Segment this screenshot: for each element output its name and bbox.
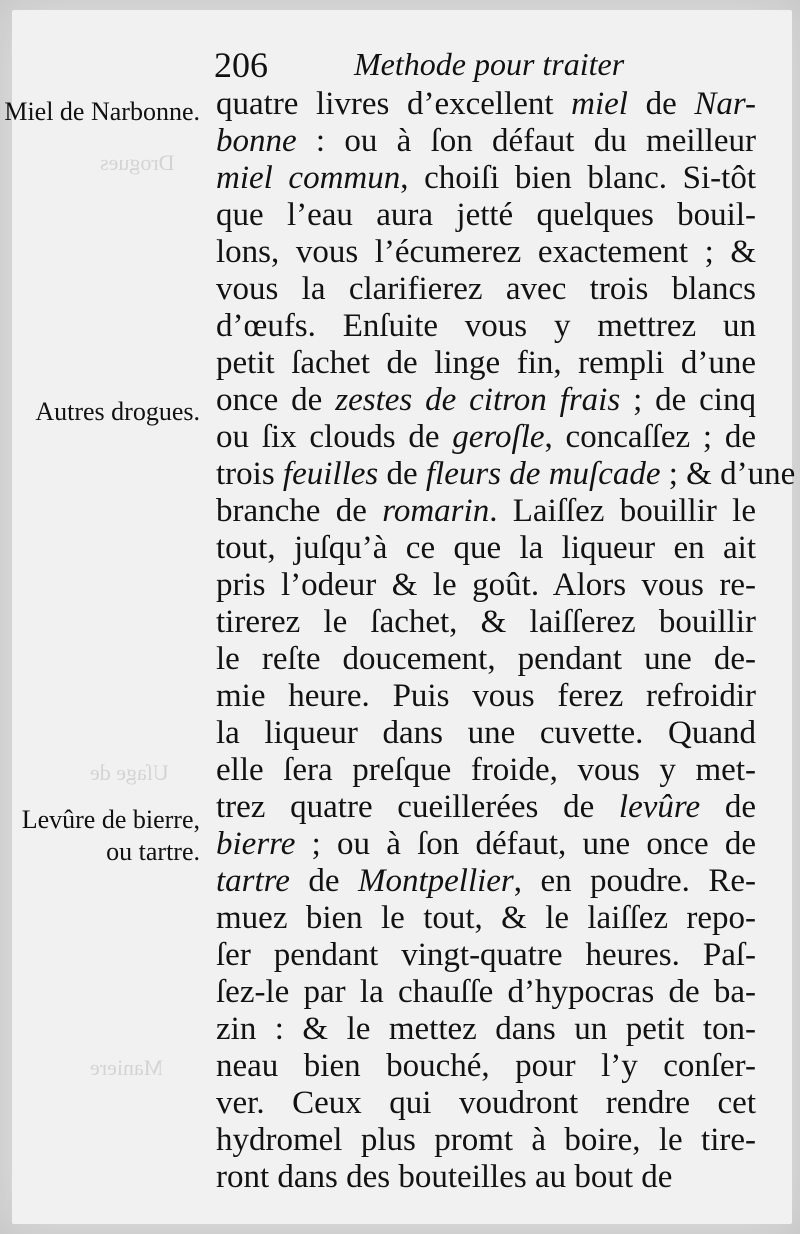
text-run: , en poudre. Re- <box>513 863 756 899</box>
text-run: pris l’odeur & le goût. Alors vous re- <box>216 567 756 603</box>
text-run: neau bien bouché, pour l’y conſer- <box>216 1048 756 1084</box>
text-line <box>216 974 756 1011</box>
text-line <box>216 826 756 863</box>
text-line <box>216 308 756 345</box>
text-run: : ou à ſon défaut du meilleur <box>296 123 756 159</box>
running-head: Methode pour traiter <box>354 46 625 82</box>
text-run: de <box>289 863 358 899</box>
text-line <box>216 530 756 567</box>
italic-run: miel commun <box>216 160 401 196</box>
italic-run: Nar- <box>694 86 756 122</box>
text-run: lons, vous l’écumerez exactement ; & <box>216 234 756 270</box>
text-line <box>216 567 756 604</box>
text-run: ; & d’une <box>660 456 796 492</box>
text-run: tout, juſqu’à ce que la liqueur en ait <box>216 530 756 566</box>
text-run: ſer pendant vingt-quatre heures. Paſ- <box>216 937 756 973</box>
text-line <box>216 752 756 789</box>
text-line <box>216 1085 756 1122</box>
text-line <box>216 456 796 493</box>
text-run: le reſte doucement, pendant une de- <box>216 641 756 677</box>
text-line <box>216 493 756 530</box>
text-line <box>216 1011 756 1048</box>
text-run: ; de cinq <box>620 382 756 418</box>
italic-run: geroſle <box>452 419 545 455</box>
text-run: que l’eau aura jetté quelques bouil- <box>216 197 756 233</box>
italic-run: feuilles <box>282 456 379 492</box>
text-line <box>216 789 756 826</box>
text-line <box>216 86 756 123</box>
text-run: de <box>627 86 695 122</box>
text-line <box>216 197 756 234</box>
text-line <box>216 715 756 752</box>
text-line <box>216 419 756 456</box>
page-header <box>214 40 774 88</box>
text-run: quatre livres d’excellent <box>216 86 572 122</box>
text-run: ront dans des bouteilles au bout de <box>216 1159 673 1195</box>
margin-note: Levûre de bierre, ou tartre. <box>21 805 200 866</box>
italic-run: zestes de citron frais <box>335 382 621 418</box>
italic-run: Montpellier <box>357 863 514 899</box>
text-run: , concaſſez ; de <box>544 419 756 455</box>
text-line <box>216 345 756 382</box>
text-line <box>216 1048 756 1085</box>
text-run: zin : & le mettez dans un petit ton- <box>216 1011 756 1047</box>
text-run: de <box>700 789 757 825</box>
text-run: ou ſix clouds de <box>216 419 453 455</box>
text-run: ſez-le par la chauſſe d’hypocras de ba- <box>216 974 756 1010</box>
text-line <box>216 641 756 678</box>
text-run: once de <box>216 382 336 418</box>
italic-run: romarin <box>382 493 490 529</box>
italic-run: tartre <box>216 863 290 899</box>
text-run: mie heure. Puis vous ferez refroidir <box>216 678 756 714</box>
text-line <box>216 678 756 715</box>
text-run: trez quatre cueillerées de <box>216 789 619 825</box>
margin-notes <box>0 0 210 1234</box>
body-text <box>216 86 796 1196</box>
text-run: , choiſi bien blanc. Si-tôt <box>400 160 756 196</box>
italic-run: levûre <box>618 789 701 825</box>
italic-run: fleurs de muſcade <box>425 456 661 492</box>
italic-run: bonne <box>216 123 297 159</box>
text-run: petit ſachet de linge fin, rempli d’une <box>216 345 756 381</box>
text-line <box>216 123 756 160</box>
text-run: de <box>378 456 426 492</box>
text-run: vous la clarifierez avec trois blancs <box>216 271 756 307</box>
text-run: la liqueur dans une cuvette. Quand <box>216 715 756 751</box>
text-run: . Laiſſez bouillir le <box>489 493 757 529</box>
text-run: hydromel plus promt à boire, le tire- <box>216 1122 756 1158</box>
text-line <box>216 1159 756 1196</box>
text-line <box>216 271 756 308</box>
italic-run: miel <box>571 86 628 122</box>
text-run: muez bien le tout, & le laiſſez repo- <box>216 900 756 936</box>
text-run: branche de <box>216 493 383 529</box>
text-run: elle ſera preſque froide, vous y met- <box>216 752 756 788</box>
italic-run: bierre <box>216 826 296 862</box>
text-run: ver. Ceux qui voudront rendre cet <box>216 1085 756 1121</box>
text-run: ; ou à ſon défaut, une once de <box>295 826 756 862</box>
text-run: tirerez le ſachet, & laiſſerez bouillir <box>216 604 756 640</box>
text-run: trois <box>216 456 283 492</box>
text-line <box>216 863 756 900</box>
margin-note: Miel de Narbonne. <box>4 97 200 126</box>
page-number: 206 <box>214 45 268 85</box>
margin-note: Autres drogues. <box>35 397 200 426</box>
text-line <box>216 160 756 197</box>
text-line <box>216 937 756 974</box>
text-run: d’œufs. Enſuite vous y mettrez un <box>216 308 756 344</box>
show-through-text: Maniere <box>90 1055 164 1080</box>
text-line <box>216 234 756 271</box>
text-line <box>216 604 756 641</box>
show-through-text: Drogues <box>100 150 175 175</box>
show-through-text: Uſage de <box>90 760 169 785</box>
text-line <box>216 900 756 937</box>
text-line <box>216 382 756 419</box>
text-line <box>216 1122 756 1159</box>
